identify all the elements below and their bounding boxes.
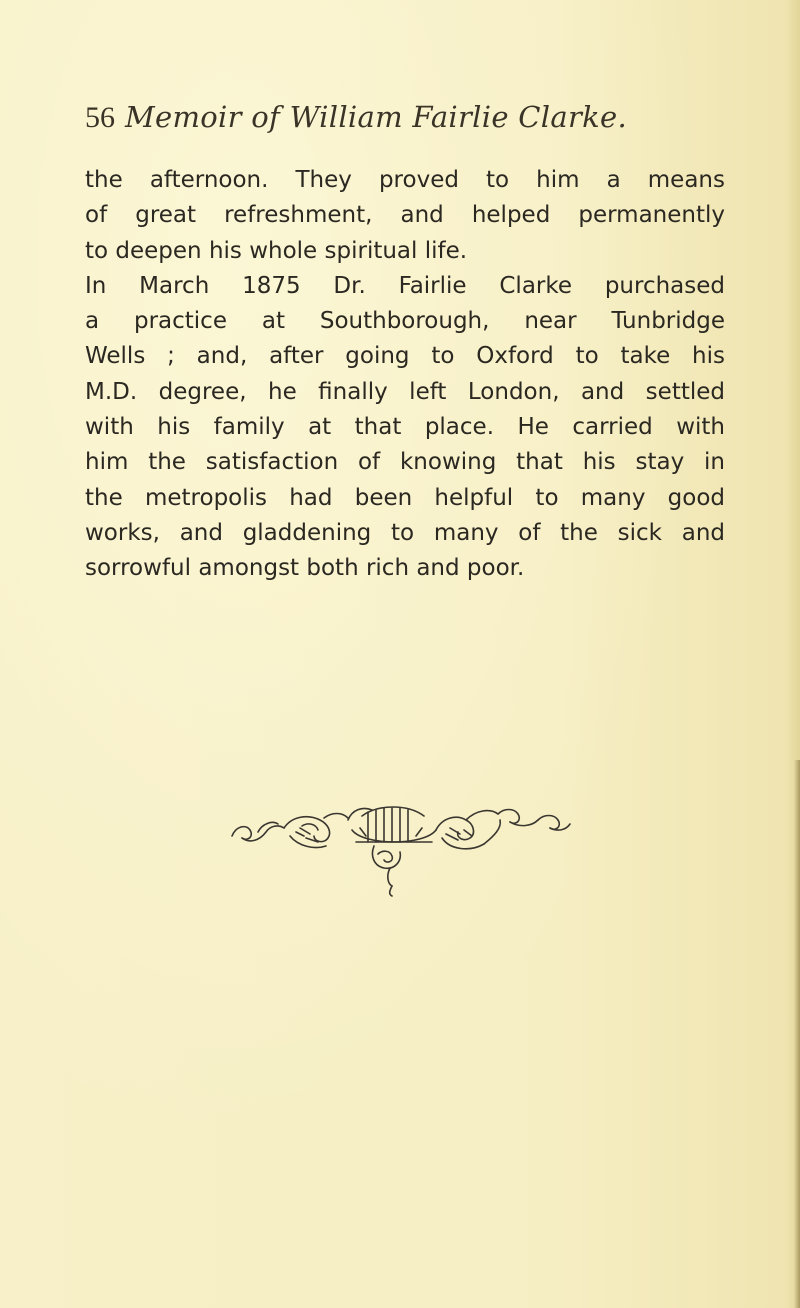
page-edge-binding-shadow xyxy=(794,760,800,1308)
text-line: works, and gladdening to many of the sick and xyxy=(85,519,725,546)
text-line: the metropolis had been helpful to many good xyxy=(85,484,725,511)
text-line: to deepen his whole spiritual life. xyxy=(85,237,468,264)
page-number: 56 xyxy=(85,101,115,134)
text-line: a practice at Southborough, near Tunbridge xyxy=(85,308,725,335)
text-line: with his family at that place. He carried with xyxy=(85,414,725,441)
text-line: of great refreshment, and helped permanently xyxy=(85,202,725,229)
text-line: Wells ; and, after going to Oxford to take his xyxy=(85,343,725,370)
running-header xyxy=(85,100,725,148)
body-text xyxy=(85,163,725,587)
text-line: the afternoon. They proved to him a means xyxy=(85,167,725,193)
text-line: M.D. degree, he finally left London, and settled xyxy=(85,378,725,405)
running-title: Memoir of William Fairlie Clarke. xyxy=(125,100,627,134)
text-line: In March 1875 Dr. Fairlie Clarke purchased xyxy=(85,272,725,299)
text-line: him the satisfaction of knowing that his stay in xyxy=(85,449,725,476)
decorative-scroll-ornament-icon xyxy=(228,806,574,898)
text-line: sorrowful amongst both rich and poor. xyxy=(85,555,525,582)
